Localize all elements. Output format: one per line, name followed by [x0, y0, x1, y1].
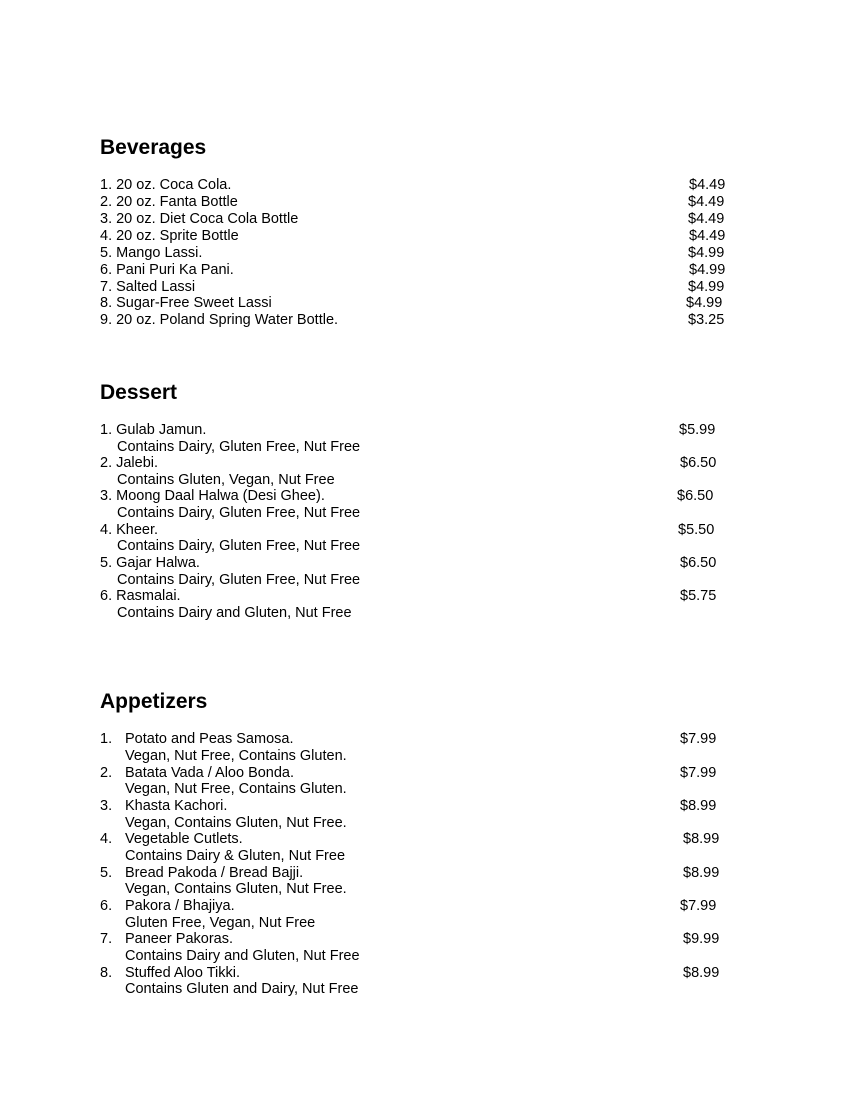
dessert-item-price: $6.50 — [677, 488, 714, 504]
beverage-item-name: 2. 20 oz. Fanta Bottle — [100, 194, 238, 210]
dessert-item-name: 5. Gajar Halwa. — [100, 555, 200, 571]
appetizer-item-name: Paneer Pakoras. — [125, 931, 234, 947]
beverage-item-name: 3. 20 oz. Diet Coca Cola Bottle — [100, 211, 299, 227]
dessert-item-name: 6. Rasmalai. — [100, 588, 181, 604]
appetizer-item-price: $8.99 — [683, 965, 720, 981]
beverage-item-price: $4.49 — [688, 194, 725, 210]
beverage-item-price: $4.99 — [686, 295, 723, 311]
dessert-item-price: $6.50 — [680, 555, 717, 571]
appetizer-item-desc: Gluten Free, Vegan, Nut Free — [125, 915, 316, 931]
beverage-item-name: 1. 20 oz. Coca Cola. — [100, 177, 232, 193]
appetizer-item-number: 4. — [100, 831, 113, 847]
beverage-item-price: $4.99 — [688, 245, 725, 261]
appetizer-item-price: $8.99 — [680, 798, 717, 814]
appetizer-item-number: 3. — [100, 798, 113, 814]
dessert-item-desc: Contains Dairy, Gluten Free, Nut Free — [117, 572, 361, 588]
dessert-item-desc: Contains Dairy, Gluten Free, Nut Free — [117, 439, 361, 455]
appetizer-item-price: $9.99 — [683, 931, 720, 947]
beverage-item-price: $4.49 — [689, 177, 726, 193]
appetizer-item-name: Bread Pakoda / Bread Bajji. — [125, 865, 304, 881]
appetizer-item-number: 2. — [100, 765, 113, 781]
dessert-item-price: $5.50 — [678, 522, 715, 538]
appetizer-item-price: $7.99 — [680, 731, 717, 747]
appetizer-item-desc: Contains Dairy and Gluten, Nut Free — [125, 948, 360, 964]
appetizer-item-price: $7.99 — [680, 898, 717, 914]
beverage-item-price: $4.99 — [689, 262, 726, 278]
beverage-item-name: 8. Sugar-Free Sweet Lassi — [100, 295, 272, 311]
appetizer-item-price: $8.99 — [683, 831, 720, 847]
dessert-item-name: 4. Kheer. — [100, 522, 159, 538]
appetizer-item-name: Vegetable Cutlets. — [125, 831, 243, 847]
beverage-item-price: $3.25 — [688, 312, 725, 328]
beverages-title: Beverages — [100, 136, 207, 159]
appetizer-item-desc: Vegan, Nut Free, Contains Gluten. — [125, 748, 347, 764]
appetizer-item-desc: Contains Dairy & Gluten, Nut Free — [125, 848, 346, 864]
appetizer-item-desc: Vegan, Contains Gluten, Nut Free. — [125, 881, 347, 897]
dessert-item-price: $5.99 — [679, 422, 716, 438]
appetizer-item-name: Batata Vada / Aloo Bonda. — [125, 765, 295, 781]
appetizer-item-number: 8. — [100, 965, 113, 981]
beverage-item-price: $4.49 — [689, 228, 726, 244]
appetizer-item-desc: Contains Gluten and Dairy, Nut Free — [125, 981, 359, 997]
appetizer-item-number: 1. — [100, 731, 113, 747]
beverage-item-name: 7. Salted Lassi — [100, 279, 196, 295]
appetizer-item-price: $8.99 — [683, 865, 720, 881]
appetizer-item-number: 7. — [100, 931, 113, 947]
dessert-item-name: 1. Gulab Jamun. — [100, 422, 207, 438]
appetizer-item-name: Khasta Kachori. — [125, 798, 228, 814]
appetizer-item-price: $7.99 — [680, 765, 717, 781]
appetizer-item-desc: Vegan, Nut Free, Contains Gluten. — [125, 781, 347, 797]
appetizer-item-name: Stuffed Aloo Tikki. — [125, 965, 240, 981]
appetizer-item-number: 6. — [100, 898, 113, 914]
beverage-item-name: 6. Pani Puri Ka Pani. — [100, 262, 234, 278]
beverage-item-price: $4.49 — [688, 211, 725, 227]
dessert-item-desc: Contains Gluten, Vegan, Nut Free — [117, 472, 335, 488]
appetizers-title: Appetizers — [100, 690, 208, 713]
dessert-title: Dessert — [100, 381, 178, 404]
beverage-item-name: 9. 20 oz. Poland Spring Water Bottle. — [100, 312, 339, 328]
appetizer-item-name: Potato and Peas Samosa. — [125, 731, 294, 747]
appetizer-item-name: Pakora / Bhajiya. — [125, 898, 235, 914]
beverage-item-name: 5. Mango Lassi. — [100, 245, 203, 261]
dessert-item-desc: Contains Dairy and Gluten, Nut Free — [117, 605, 352, 621]
dessert-item-price: $6.50 — [680, 455, 717, 471]
dessert-item-name: 3. Moong Daal Halwa (Desi Ghee). — [100, 488, 325, 504]
dessert-item-price: $5.75 — [680, 588, 717, 604]
dessert-item-desc: Contains Dairy, Gluten Free, Nut Free — [117, 538, 361, 554]
appetizer-item-desc: Vegan, Contains Gluten, Nut Free. — [125, 815, 347, 831]
beverage-item-name: 4. 20 oz. Sprite Bottle — [100, 228, 239, 244]
dessert-item-name: 2. Jalebi. — [100, 455, 159, 471]
dessert-item-desc: Contains Dairy, Gluten Free, Nut Free — [117, 505, 361, 521]
beverage-item-price: $4.99 — [688, 279, 725, 295]
appetizer-item-number: 5. — [100, 865, 113, 881]
